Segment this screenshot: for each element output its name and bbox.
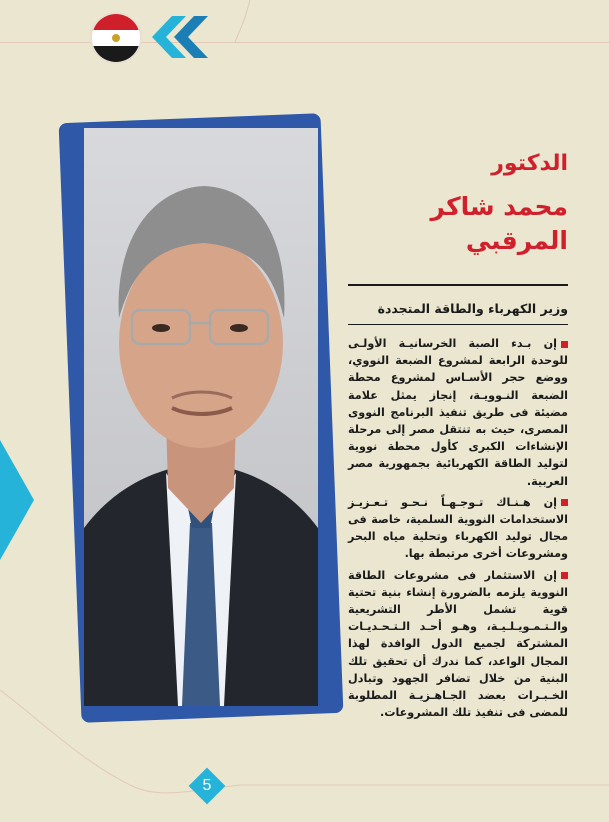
profile-text-column xyxy=(348,150,568,721)
person-role: وزير الكهرباء والطاقة المتجددة xyxy=(377,301,568,316)
bullet-square-icon xyxy=(561,499,568,506)
title-separator xyxy=(348,284,568,286)
portrait-photo xyxy=(84,128,318,706)
egypt-flag-icon xyxy=(90,12,142,64)
bullet-square-icon xyxy=(561,341,568,348)
double-chevron-left-icon xyxy=(142,14,214,60)
paragraph-text: إن الاستثمار فى مشروعات الطاقة النووية يلزمه بالضرورة إنشاء بنية تحتية قوية تشمل الأطر التشريعية والـتـمـويـلـيـة، وهـو أحـد الـتـحـديـات المشتركة لجميع الدول الوافدة لهذا المجال الواعد، كما ندرك أن تحقيق تلك البنية من خلال تضافر الجهود وتبادل الخـبـرات بعضد الجـاهـزيـة المطلوبة للمضى فى تنفيذ تلك المشروعات. xyxy=(348,568,568,720)
bullet-square-icon xyxy=(561,572,568,579)
body-paragraph xyxy=(348,335,568,490)
paragraph-text: إن هـنـاك تـوجـهـاً نـحـو تـعـزيـز الاستخدامات النووية السلمية، خاصة فى مجال توليد الكهرباء وتحلية مياه البحر ومشروعات أخرى مرتبطة بها. xyxy=(348,495,568,561)
body-paragraph xyxy=(348,494,568,563)
paragraph-text: إن بـدء الصبة الخرسانيـة الأولـى للوحدة الرابعة لمشروع الضبعة النووي، ووضع حجر الأسـاس لمشروع محطة الضبعة النـوويـة، إنجاز يمثل علامة مضيئة فى طريق تنفيذ البرنامج النووى المصرى، حيث به تنتقل مصر إلى مرحلة الإنشاءات الكبرى كأول محطة نووية لتوليد الطاقة الكهربائية بجمهورية مصر العربية. xyxy=(348,337,568,488)
honorific-title: الدكتور xyxy=(491,151,568,176)
side-accent-triangle xyxy=(0,440,34,560)
page-number: 5 xyxy=(202,777,212,794)
role-separator xyxy=(348,324,568,325)
person-name: محمد شاكر المرقبي xyxy=(430,192,568,255)
body-paragraph xyxy=(348,567,568,722)
